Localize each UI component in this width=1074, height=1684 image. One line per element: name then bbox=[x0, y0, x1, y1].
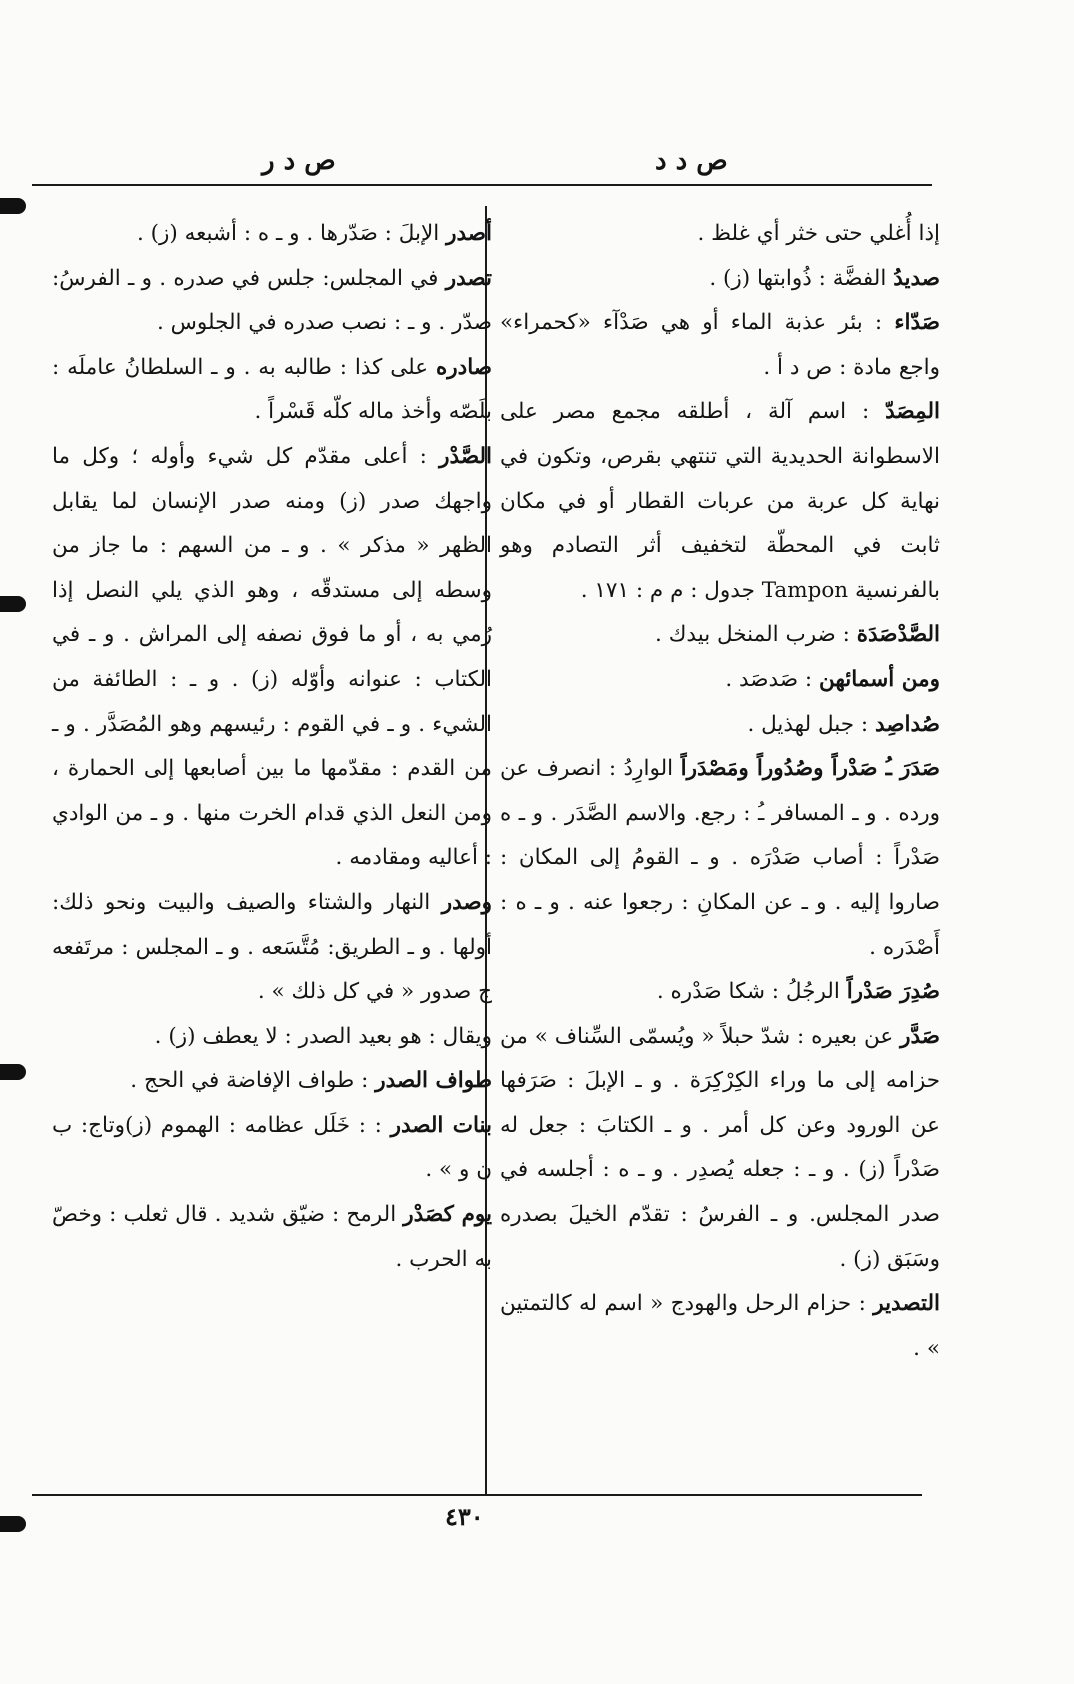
entry-text: : ضرب المنخل بيدك . bbox=[655, 622, 850, 648]
entry-text: : أعلى مقدّم كل شيء وأوله ؛ وكل ما واجهك صدر (ز) ومنه صدر الإنسان لما يقابل الظهر « مذكر » . و ـ من السهم : ما جاز من وسطه إلى مستدقّه ، وهو الذي يلي النصل إذا رُمي به ، أو ما فوق نصفه إلى المراش . و ـ في الكتاب : عنوانه وأوّله (ز) . و ـ : الطائفة من الشيء . و ـ في القوم : رئيسهم وهو المُصَدَّر . و ـ من القدم : مقدّمها ما بين أصابعها إلى الحمارة ، ومن النعل الذي قدام الخرت منها . و ـ من الوادي : أعاليه ومقادمه . bbox=[52, 443, 492, 871]
entry bbox=[500, 1282, 940, 1371]
entry bbox=[500, 212, 940, 257]
entry-headword: وصدر bbox=[441, 889, 493, 915]
entry-headword: التصدير bbox=[873, 1291, 940, 1317]
entry-headword: يوم كصَدْر bbox=[403, 1202, 492, 1228]
entry-headword: صَدّاء bbox=[894, 310, 940, 336]
entry-headword: أصدر bbox=[446, 221, 492, 246]
entry-text: عن بعيره : شدّ حبلاً « ويُسمّى السِّناف » من حزامه إلى ما وراء الكِرْكِرَة . و ـ الإبلَ : صَرَفها عن الورود وعن كل أمر . و ـ الكتابَ : جعل له صَدْراً (ز) . و ـ : جعله يُصدِر . و ـ ه : أجلسه في صدر المجلس. و ـ الفرسُ : تقدّم الخيلَ بصدره وسَبَق (ز) . bbox=[500, 1023, 940, 1272]
entry-text: : اسم آلة ، أطلقه مجمع مصر على الاسطوانة الحديدية التي تنتهي بقرص، وتكون في نهاية كل عربة من عربات القطار أو في مكان ثابت في المحطّة لتخفيف أثر التصادم وهو بالفرنسية Tampon جدول : م م : ١٧١ . bbox=[500, 399, 940, 603]
entry-text: النهار والشتاء والصيف والبيت ونحو ذلك: أولها . و ـ الطريق: مُتَّسَعه . و ـ المجلس : مرتَفعه ج صدور « في كل ذلك » . bbox=[52, 889, 492, 1005]
binding-mark bbox=[0, 198, 26, 214]
entry bbox=[52, 435, 492, 881]
entry bbox=[500, 1015, 940, 1283]
entry-headword: صَدَرَ ـُ صَدْراً وصُدُوراً ومَصْدَراً bbox=[680, 756, 940, 782]
header-root-right: ص د د bbox=[655, 146, 728, 176]
entry-headword: تصدر bbox=[445, 265, 492, 291]
right-column bbox=[500, 212, 940, 1371]
entry-headword: صُدِرَ صَدْراً bbox=[846, 979, 940, 1005]
page-number: ٤٣٠ bbox=[445, 1502, 484, 1531]
entry bbox=[52, 1104, 492, 1193]
entry-text: : : خَلَل عظامه : الهموم (ز)وتاج: ب ن و » . bbox=[52, 1112, 492, 1183]
entry bbox=[500, 301, 940, 390]
header-root-left: ص د ر bbox=[262, 146, 336, 176]
entry bbox=[500, 390, 940, 613]
entry-text: ويقال : هو بعيد الصدر : لا يعطف (ز) . bbox=[154, 1023, 492, 1049]
binding-mark bbox=[0, 596, 26, 612]
entry bbox=[52, 212, 492, 257]
entry-text: إذا أُغلي حتى خثر أي غلظ . bbox=[697, 221, 940, 246]
entry bbox=[52, 1193, 492, 1282]
footer-rule bbox=[32, 1494, 922, 1496]
entry bbox=[500, 257, 940, 302]
entry-headword: الصَّدْر bbox=[439, 443, 492, 469]
entry bbox=[52, 881, 492, 1015]
entry-text: الوارِدُ : انصرف عن ورده . و ـ المسافر ـُ : رجع. والاسم الصَّدَر . و ـ ه صَدْراً : أصاب صَدْرَه . و ـ القومُ إلى المكان : صاروا إليه . و ـ عن المكانِ : رجعوا عنه . و ـ ه : أَصْدَره . bbox=[500, 756, 940, 960]
entry bbox=[500, 970, 940, 1015]
entry-text: : جبل لهذيل . bbox=[747, 711, 869, 737]
entry-headword: صُداصِد bbox=[874, 711, 940, 737]
page-header bbox=[0, 142, 1074, 182]
entry bbox=[52, 346, 492, 435]
entry-headword: الصَّدْصَدَة bbox=[856, 622, 940, 648]
entry-headword: صادره bbox=[435, 354, 492, 380]
entry-headword: صديدُ bbox=[893, 265, 940, 291]
entry-headword: المِصَدّ bbox=[885, 399, 940, 425]
entry bbox=[500, 658, 940, 703]
entry-text: : صَدصَد . bbox=[725, 666, 813, 692]
entry-headword: ومن أسمائهن bbox=[819, 666, 940, 692]
entry-text: : طواف الإفاضة في الحج . bbox=[130, 1068, 369, 1094]
entry bbox=[500, 703, 940, 748]
entry-headword: طواف الصدر bbox=[375, 1068, 492, 1094]
entry bbox=[52, 1015, 492, 1060]
binding-mark bbox=[0, 1516, 26, 1532]
entry bbox=[500, 747, 940, 970]
entry-headword: بنات الصدر bbox=[390, 1112, 492, 1138]
entry bbox=[500, 613, 940, 658]
header-rule bbox=[32, 184, 932, 186]
entry-text: الإبلَ : صَدّرها . و ـ ه : أشبعه (ز) . bbox=[136, 221, 440, 246]
entry bbox=[52, 1059, 492, 1104]
entry-text: الفضَّة : ذُوابتها (ز) . bbox=[709, 265, 887, 291]
entry-text: الرجُلُ : شكا صَدْره . bbox=[656, 979, 840, 1005]
entry-text: : حزام الرحل والهودج « اسم له كالتمتين » . bbox=[500, 1291, 940, 1361]
entry-text: على كذا : طالبه به . و ـ السلطانُ عاملَه : بلَصّه وأخذ ماله كلّه قَسْراً . bbox=[52, 354, 492, 425]
entry bbox=[52, 257, 492, 346]
left-column bbox=[52, 212, 492, 1282]
entry-headword: صَدَّر bbox=[900, 1023, 940, 1049]
entry-text: : بئر عذبة الماء أو هي صَدْآء «كحمراء» واجع مادة : ص د أ . bbox=[500, 310, 940, 380]
entry-text: الرمح : ضيّق شديد . قال ثعلب : وخصّ به الحرب . bbox=[52, 1202, 492, 1272]
entry-text: في المجلس: جلس في صدره . و ـ الفرسُ: صدّر . و ـ : نصب صدره في الجلوس . bbox=[52, 265, 492, 336]
binding-mark bbox=[0, 1064, 26, 1080]
